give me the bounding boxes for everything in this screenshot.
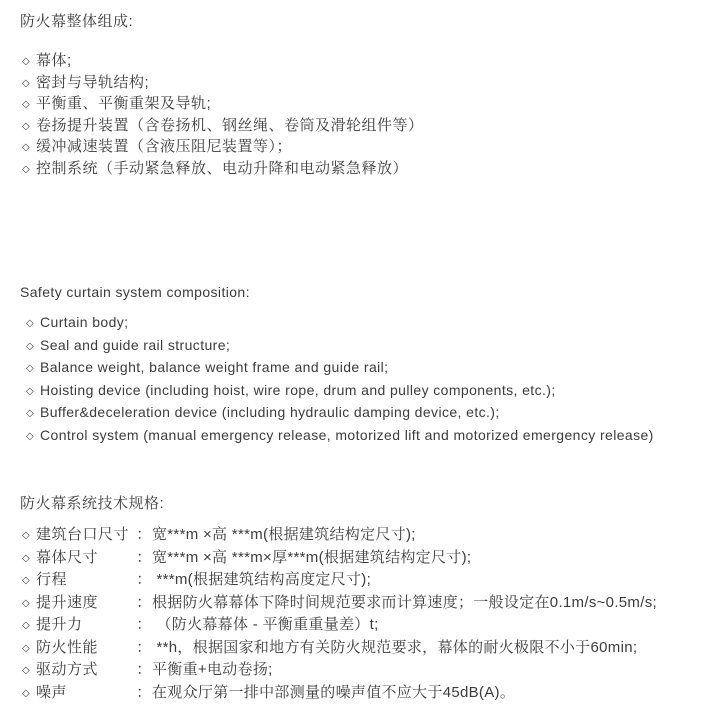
list-item-text: Seal and guide rail structure; <box>40 336 231 353</box>
spec-row <box>20 682 714 705</box>
spec-row <box>20 592 714 615</box>
list-item-text: Control system (manual emergency release, motorized lift and motorized emergency release) <box>40 426 654 443</box>
spec-label: 建筑台口尺寸 <box>36 526 130 543</box>
diamond-bullet-icon: ◇ <box>22 163 31 175</box>
spec-label: 提升力 <box>36 616 83 633</box>
section-title-cn-specs: 防火幕系统技术规格: <box>20 495 165 512</box>
diamond-bullet-icon: ◇ <box>22 56 31 67</box>
spec-colon: ： <box>136 616 152 633</box>
list-item <box>20 425 714 448</box>
diamond-bullet-icon: ◇ <box>26 363 35 374</box>
list-item-text: 控制系统（手动紧急释放、电动升降和电动紧急释放） <box>36 159 409 177</box>
list-item <box>20 51 714 73</box>
diamond-bullet-icon: ◇ <box>22 120 31 132</box>
list-item <box>20 137 714 159</box>
spec-label: 防火性能 <box>36 638 99 656</box>
spec-value: **h，根据国家和地方有关防火规范要求，幕体的耐火极限不小于60min; <box>152 638 638 656</box>
spec-colon: ： <box>136 593 152 611</box>
spec-label: 行程 <box>36 571 68 588</box>
diamond-bullet-icon: ◇ <box>22 597 31 609</box>
spec-colon: ： <box>136 526 152 543</box>
spec-row <box>20 637 714 660</box>
list-item <box>20 116 714 138</box>
list-item-text: Balance weight, balance weight frame and guide rail; <box>40 359 389 375</box>
list-item <box>20 357 714 380</box>
spec-colon: ： <box>136 548 152 566</box>
section-cn-composition <box>20 12 714 180</box>
list-item <box>20 335 714 358</box>
diamond-bullet-icon: ◇ <box>22 99 31 110</box>
spec-label: 噪声 <box>36 683 68 701</box>
diamond-bullet-icon: ◇ <box>26 408 35 419</box>
spec-table <box>20 524 714 704</box>
section-title-cn-composition: 防火幕整体组成: <box>20 13 134 30</box>
diamond-bullet-icon: ◇ <box>22 142 31 153</box>
spec-colon: ： <box>136 661 152 678</box>
list-item <box>20 380 714 403</box>
section-title-en-composition: Safety curtain system composition: <box>20 284 250 300</box>
spec-label: 幕体尺寸 <box>36 548 99 566</box>
diamond-bullet-icon: ◇ <box>22 665 31 676</box>
list-item-text: Hoisting device (including hoist, wire rope, drum and pulley components, etc.); <box>40 381 556 398</box>
spec-row <box>20 614 714 637</box>
diamond-bullet-icon: ◇ <box>26 340 35 352</box>
spec-colon: ： <box>136 571 152 588</box>
spec-row <box>20 547 714 570</box>
section-en-composition <box>20 282 714 447</box>
diamond-bullet-icon: ◇ <box>22 620 31 631</box>
diamond-bullet-icon: ◇ <box>26 318 35 329</box>
en-composition-list <box>20 312 714 447</box>
list-item-text: 密封与导轨结构; <box>36 73 150 91</box>
cn-composition-list <box>20 51 714 180</box>
spec-value: 平衡重+电动卷扬; <box>152 661 273 678</box>
diamond-bullet-icon: ◇ <box>26 385 35 397</box>
spec-row <box>20 524 714 547</box>
spec-value: 宽***m ×高 ***m×厚***m(根据建筑结构定尺寸); <box>152 548 472 566</box>
spec-label: 提升速度 <box>36 593 99 611</box>
diamond-bullet-icon: ◇ <box>22 687 31 699</box>
list-item-text: 缓冲减速装置（含液压阻尼装置等）； <box>36 138 293 155</box>
list-item-text: Buffer&deceleration device (including hydraulic damping device, etc.); <box>40 404 500 420</box>
spec-colon: ： <box>136 683 152 701</box>
diamond-bullet-icon: ◇ <box>22 642 31 654</box>
diamond-bullet-icon: ◇ <box>22 530 31 541</box>
spec-value: （防火幕幕体 - 平衡重重量差）t; <box>152 616 379 633</box>
section-cn-specs <box>20 494 714 704</box>
spec-colon: ： <box>136 638 152 656</box>
list-item-text: 幕体; <box>36 52 72 69</box>
spec-value: 在观众厅第一排中部测量的噪声值不应大于45dB(A)。 <box>152 683 516 701</box>
diamond-bullet-icon: ◇ <box>22 77 31 89</box>
spec-value: 根据防火幕幕体下降时间规范要求而计算速度；一般设定在0.1m/s~0.5m/s; <box>152 593 657 611</box>
list-item <box>20 312 714 335</box>
diamond-bullet-icon: ◇ <box>22 575 31 586</box>
list-item <box>20 402 714 425</box>
spec-label: 驱动方式 <box>36 661 99 678</box>
list-item <box>20 159 714 181</box>
spec-value: 宽***m ×高 ***m(根据建筑结构定尺寸); <box>152 526 416 543</box>
diamond-bullet-icon: ◇ <box>22 552 31 564</box>
list-item-text: 卷扬提升装置（含卷扬机、钢丝绳、卷筒及滑轮组件等） <box>36 116 424 134</box>
list-item-text: 平衡重、平衡重架及导轨; <box>36 95 212 112</box>
diamond-bullet-icon: ◇ <box>26 430 35 442</box>
list-item <box>20 94 714 116</box>
list-item <box>20 73 714 95</box>
spec-row <box>20 569 714 592</box>
list-item-text: Curtain body; <box>40 314 129 330</box>
spec-row <box>20 659 714 682</box>
spec-value: ***m(根据建筑结构高度定尺寸); <box>152 571 372 588</box>
